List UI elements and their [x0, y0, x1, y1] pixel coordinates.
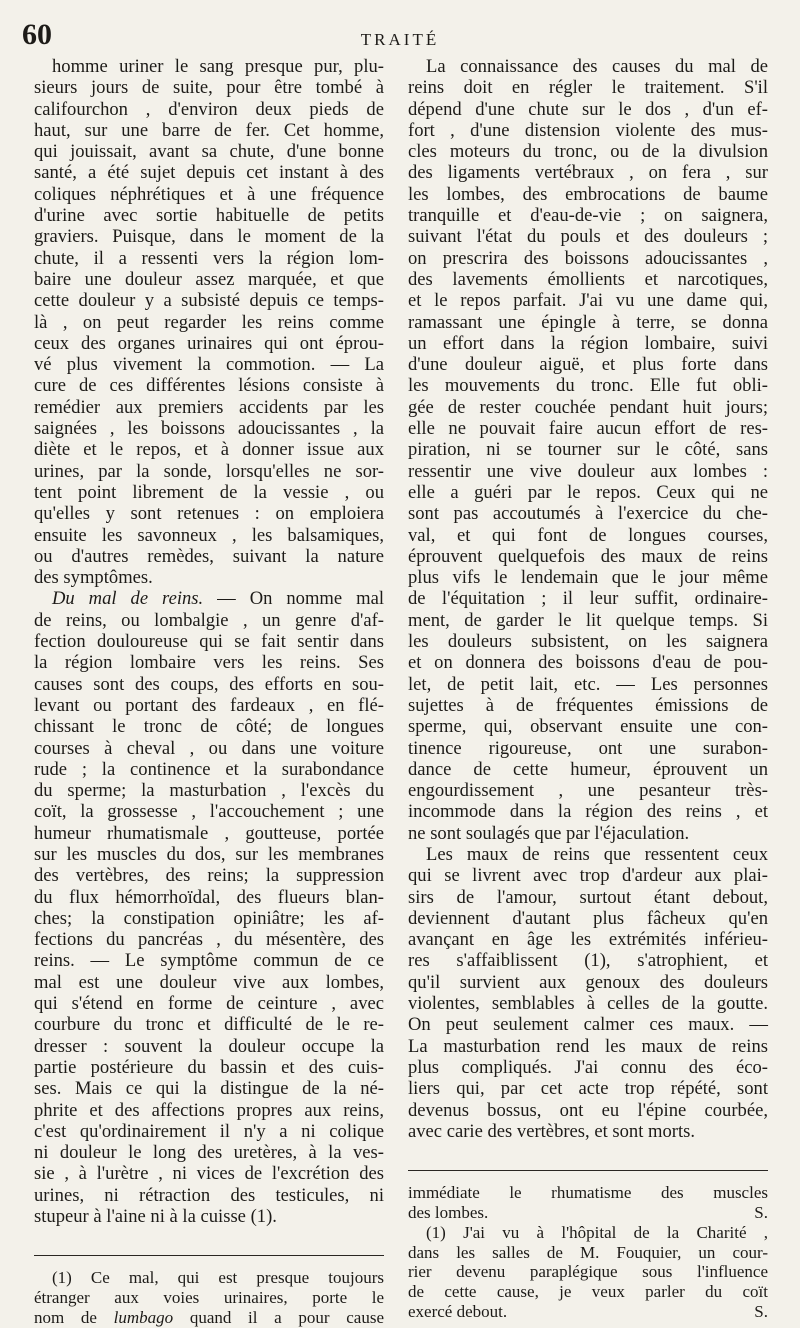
text-line: graviers. Puisque, dans le moment de la — [34, 226, 384, 248]
text-line: qui jouissait, avant sa chute, d'une bonne — [34, 141, 384, 163]
right-column — [408, 56, 768, 1322]
text-line — [34, 588, 384, 609]
running-head: TRAITÉ — [360, 30, 440, 49]
text-line: causes sont des coups, des efforts en sou- — [34, 673, 384, 695]
text-line: levant ou portant des fardeaux , en flé- — [34, 694, 384, 716]
text-line: la région lombaire vers les reins. Ses — [34, 652, 384, 674]
footnote-rule-right — [408, 1170, 768, 1171]
text-line: tent point librement de la vessie , ou — [34, 481, 384, 503]
text-line: cure de ces différentes lésions consiste à — [34, 375, 384, 397]
left-footnote — [34, 1268, 384, 1327]
footnote-line-with-signature — [408, 1203, 768, 1223]
text-line: tranquille et d'eau-de-vie ; on saignera, — [408, 205, 768, 227]
text-line: sujettes à de fréquentes émissions de — [408, 694, 768, 716]
text-line: des vertèbres, des reins; la suppression — [34, 865, 384, 887]
text-line: humeur rhumatismale , goutteuse, portée — [34, 822, 384, 844]
text-line: let, de petit lait, etc. — Les personnes — [408, 673, 768, 695]
text-line: ressentir une vive douleur aux lombes : — [408, 460, 768, 482]
text-line: liers qui, par cet acte trop répété, sont — [408, 1078, 768, 1100]
text-line: elle ne pouvait faire aucun effort de res- — [408, 418, 768, 440]
text-line: ni douleur le long des uretères, à la ves- — [34, 1142, 384, 1164]
text-line: dresser : souvent la douleur occupe la — [34, 1035, 384, 1057]
right-paragraph-2 — [408, 844, 768, 1142]
text-line: sie , à l'urètre , ni vices de l'excrétion des — [34, 1163, 384, 1185]
text-line: étranger aux voies urinaires, porte le — [34, 1288, 384, 1308]
text-line: res s'affaiblissent (1), s'atrophient, et — [408, 950, 768, 972]
text-line: coït, la grossesse , l'accouchement ; une — [34, 801, 384, 823]
text-line: diète et le repos, et à donner issue aux — [34, 439, 384, 461]
text-line: les lombes, des embrocations de baume — [408, 183, 768, 205]
text-line: La masturbation rend les maux de reins — [408, 1035, 768, 1057]
text-line: sur les muscles du dos, sur les membranes — [34, 843, 384, 865]
text-line: courbure du tronc et difficulté de le re- — [34, 1014, 384, 1036]
text-line: de l'équitation ; il leur suffit, ordinaire- — [408, 588, 768, 610]
text-line: rier devenu paraplégique sous l'influence — [408, 1262, 768, 1282]
text-line: stupeur à l'aine ni à la cuisse (1). — [34, 1206, 277, 1228]
page-header — [0, 12, 800, 52]
text-line: qu'elles y sont retenues : on emploiera — [34, 503, 384, 525]
footnote-line-with-signature — [408, 1302, 768, 1322]
text-line: sirs de l'amour, surtout étant debout, — [408, 886, 768, 908]
text-line: d'urine avec sortie habituelle de petits — [34, 205, 384, 227]
text-line: val, et qui font de longues courses, — [408, 524, 768, 546]
text-run: quand il a pour cause — [173, 1307, 384, 1327]
text-line: des lavements émollients et narcotiques, — [408, 268, 768, 290]
text-line: santé, a été sujet depuis cet instant à des — [34, 162, 384, 184]
text-line: éprouvent quelquefois des maux de reins — [408, 545, 768, 567]
text-line: ramassant une épingle à terre, se donna — [408, 311, 768, 333]
text-line: ceux des organes urinaires qui ont éprou- — [34, 332, 384, 354]
text-line: plus compliqués. J'ai connu des éco- — [408, 1056, 768, 1078]
text-line: qui se livrent avec trop d'ardeur aux plai- — [408, 865, 768, 887]
text-line: de cette cause, je veux parler du coït — [408, 1282, 768, 1302]
text-line: ses. Mais ce qui la distingue de la né- — [34, 1078, 384, 1100]
text-line: ches; la constipation opiniâtre; les af- — [34, 907, 384, 929]
text-line: vé plus vivement la commotion. — La — [34, 354, 384, 376]
text-line: dépend d'une chute sur le dos , d'un ef- — [408, 98, 768, 120]
text-line: Les maux de reins que ressentent ceux — [426, 843, 768, 865]
text-line — [34, 1308, 384, 1328]
text-line: qui s'étend en forme de ceinture , avec — [34, 993, 384, 1015]
text-line: et on donnera des boissons d'eau de pou- — [408, 652, 768, 674]
text-line: baire une douleur assez marquée, et que — [34, 268, 384, 290]
text-line: gée de rester couchée pendant huit jours; — [408, 396, 768, 418]
text-line: dance de cette humeur, éprouvent un — [408, 758, 768, 780]
text-line: un effort dans la région lombaire, suivi — [408, 332, 768, 354]
text-line: dans les salles de M. Fouquier, un cour- — [408, 1242, 768, 1262]
text-line: immédiate le rhumatisme des muscles — [408, 1183, 768, 1203]
text-line: chute, il a ressenti vers la région lom- — [34, 247, 384, 269]
text-line: d'une douleur aiguë, et plus forte dans — [408, 354, 768, 376]
left-column — [34, 56, 384, 1328]
text-line: on prescrira des boissons adoucissantes , — [408, 247, 768, 269]
text-line: sperme, qui, observant ensuite une con- — [408, 716, 768, 738]
text-line: des symptômes. — [34, 567, 153, 589]
text-line: avec carie des vertèbres, et sont morts. — [408, 1120, 696, 1142]
text-line: haut, sur une barre de fer. Cet homme, — [34, 119, 384, 141]
text-run: nom de — [34, 1307, 114, 1327]
text-line: devenus bossus, ont eu l'épine courbée, — [408, 1099, 768, 1121]
text-line: violentes, semblables à celles de la goutte. — [408, 993, 768, 1015]
text-line: cette douleur y a subsisté depuis ce temps- — [34, 290, 384, 312]
text-line: partie postérieure du bassin et des cuis- — [34, 1056, 384, 1078]
text-line: sont pas accoutumés à l'exercice du che- — [408, 503, 768, 525]
text-line: fections du pancréas , du mésentère, des — [34, 929, 384, 951]
text-line: homme uriner le sang presque pur, plu- — [52, 56, 384, 77]
text-line: avançant en âge les extrémités inférieu- — [408, 929, 768, 951]
text-line: ou d'autres remèdes, suivant la nature — [34, 545, 384, 567]
text-line: suivant l'état du pouls et des douleurs ; — [408, 226, 768, 248]
text-line: et le repos parfait. J'ai vu une dame qui, — [408, 290, 768, 312]
left-paragraph-1 — [34, 56, 384, 588]
text-line: plus vifs le lendemain que le jour même — [408, 567, 768, 589]
text-line: engourdissement , une pesanteur très- — [408, 780, 768, 802]
text-line: les douleurs subsistent, on les saignera — [408, 631, 768, 653]
text-line: là , on peut regarder les reins comme — [34, 311, 384, 333]
text-line: fort , d'une distension violente des mus- — [408, 119, 768, 141]
text-line: phrite et des affections propres aux reins, — [34, 1099, 384, 1121]
text-line: califourchon , d'environ deux pieds de — [34, 98, 384, 120]
text-line: saignées , les boissons adoucissantes , la — [34, 418, 384, 440]
text-line: remédier aux premiers accidents par les — [34, 396, 384, 418]
text-line: reins. — Le symptôme commun de ce — [34, 950, 384, 972]
text-line: ne sont soulagés que par l'éjaculation. — [408, 822, 690, 844]
text-line: courses à cheval , ou dans une voiture — [34, 737, 384, 759]
text-line: mal est une douleur vive aux lombes, — [34, 971, 384, 993]
text-line: On peut seulement calmer ces maux. — — [408, 1014, 768, 1036]
text-line: (1) J'ai vu à l'hôpital de la Charité , — [426, 1222, 768, 1242]
text-line: exercé debout. — [408, 1301, 508, 1321]
text-line: deviennent d'autant plus fâcheux qu'en — [408, 907, 768, 929]
text-line: elle a guéri par le repos. Ceux qui ne — [408, 481, 768, 503]
text-line: du flux hémorrhoïdal, des flueurs blan- — [34, 886, 384, 908]
right-footnote — [408, 1183, 768, 1322]
text-line: de reins, ou lombalgie , un genre d'af- — [34, 609, 384, 631]
text-line: tinence rigoureuse, ont une surabon- — [408, 737, 768, 759]
text-line: (1) Ce mal, qui est presque toujours — [52, 1268, 384, 1288]
text-line: du sperme; la masturbation , l'excès du — [34, 780, 384, 802]
section-heading: Du mal de reins. — [52, 588, 204, 610]
text-line: La connaissance des causes du mal de — [426, 56, 768, 77]
text-line: chissant le tronc de côté; de longues — [34, 716, 384, 738]
text-line: ensuite les savonneux , les balsamiques, — [34, 524, 384, 546]
text-line: sieurs jours de suite, pour être tombé à — [34, 77, 384, 99]
text-line: cles moteurs du tronc, ou de la divulsion — [408, 141, 768, 163]
text-line: rude ; la continence et la surabondance — [34, 758, 384, 780]
text-line: ment, de garder le lit quelque temps. Si — [408, 609, 768, 631]
text-line: piration, ni se tourner sur le côté, sans — [408, 439, 768, 461]
italic-term: lumbago — [113, 1307, 174, 1327]
text-line: c'est qu'ordinairement il n'y a ni colique — [34, 1120, 384, 1142]
text-line: qu'il survient aux genoux des douleurs — [408, 971, 768, 993]
text-line: coliques néphrétiques et à une fréquence — [34, 183, 384, 205]
text-line: urines, par la sonde, lorsqu'elles ne sor- — [34, 460, 384, 482]
left-paragraph-2 — [34, 588, 384, 1227]
page-number: 60 — [22, 18, 52, 51]
text-line: fection douloureuse qui se fait sentir dans — [34, 631, 384, 653]
text-line: incommode dans la région des reins , et — [408, 801, 768, 823]
text-line: urines, ni rétraction des testicules, ni — [34, 1184, 384, 1206]
heading-run-in-text: — On nomme mal — [203, 588, 384, 610]
text-line: des ligaments vertébraux , on fera , sur — [408, 162, 768, 184]
text-line: reins doit en régler le traitement. S'il — [408, 77, 768, 99]
footnote-signature: S. — [754, 1202, 768, 1222]
footnote-rule-left — [34, 1255, 384, 1256]
right-paragraph-1 — [408, 56, 768, 844]
footnote-signature: S. — [754, 1301, 768, 1321]
text-line: les mouvements du tronc. Elle fut obli- — [408, 375, 768, 397]
text-line: des lombes. — [408, 1202, 489, 1222]
